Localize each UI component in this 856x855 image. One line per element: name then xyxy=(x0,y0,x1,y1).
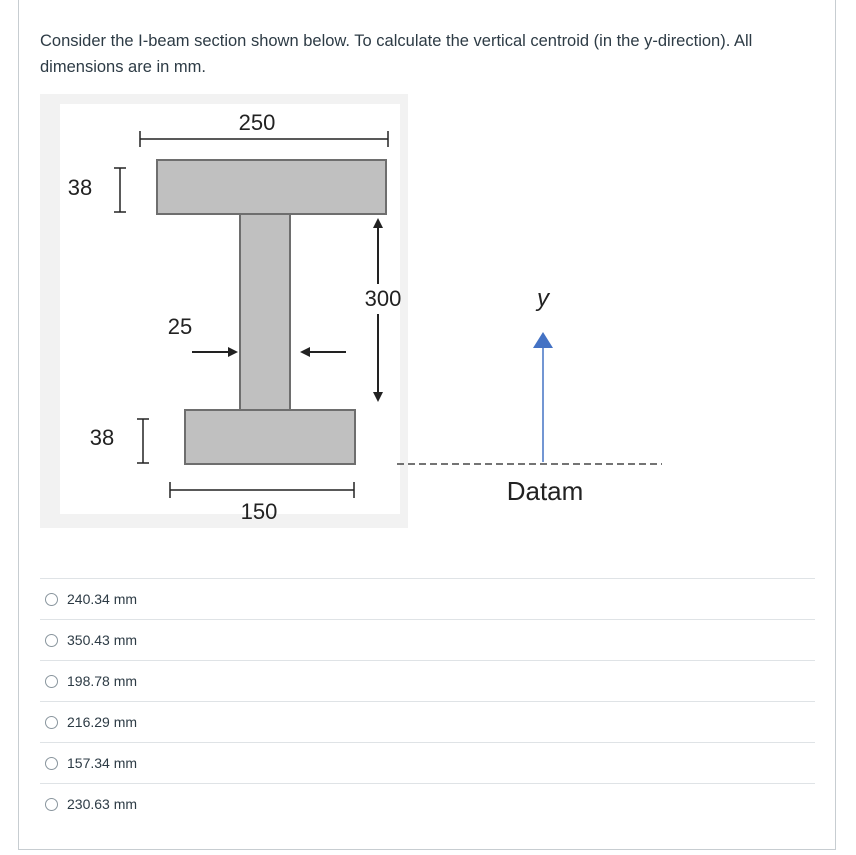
question-text: Consider the I-beam section shown below. To calculate the vertical centroid (in the y-direction). All dimensions are in mm. xyxy=(40,32,753,76)
answer-label: 350.43 mm xyxy=(67,632,138,648)
answer-option[interactable] xyxy=(40,619,815,660)
dim-top-width-label: 250 xyxy=(238,110,276,135)
answer-option[interactable] xyxy=(40,742,815,783)
bottom-flange xyxy=(185,410,355,464)
answer-label: 230.63 mm xyxy=(67,796,138,812)
y-axis-label: y xyxy=(537,285,549,312)
radio-button[interactable] xyxy=(45,757,58,770)
i-beam-figure xyxy=(40,94,680,534)
answer-option[interactable] xyxy=(40,783,815,824)
radio-button[interactable] xyxy=(45,798,58,811)
radio-button[interactable] xyxy=(45,675,58,688)
dim-web-label: 25 xyxy=(167,314,193,339)
answer-option[interactable] xyxy=(40,578,815,619)
dim-bottom-width-label: 150 xyxy=(240,499,278,524)
answer-option[interactable] xyxy=(40,660,815,701)
radio-button[interactable] xyxy=(45,716,58,729)
top-flange xyxy=(157,160,386,214)
dim-bottom-flange-label: 38 xyxy=(89,425,115,450)
dim-height-label: 300 xyxy=(364,286,402,311)
datum-label: Datam xyxy=(506,476,584,506)
radio-button[interactable] xyxy=(45,634,58,647)
dim-top-flange-label: 38 xyxy=(67,175,93,200)
answer-label: 198.78 mm xyxy=(67,673,138,689)
answer-label: 216.29 mm xyxy=(67,714,138,730)
answer-label: 157.34 mm xyxy=(67,755,138,771)
web xyxy=(240,214,290,410)
answer-list xyxy=(40,578,815,824)
radio-button[interactable] xyxy=(45,593,58,606)
answer-label: 240.34 mm xyxy=(67,591,138,607)
y-axis-arrow xyxy=(533,332,553,462)
answer-option[interactable] xyxy=(40,701,815,742)
